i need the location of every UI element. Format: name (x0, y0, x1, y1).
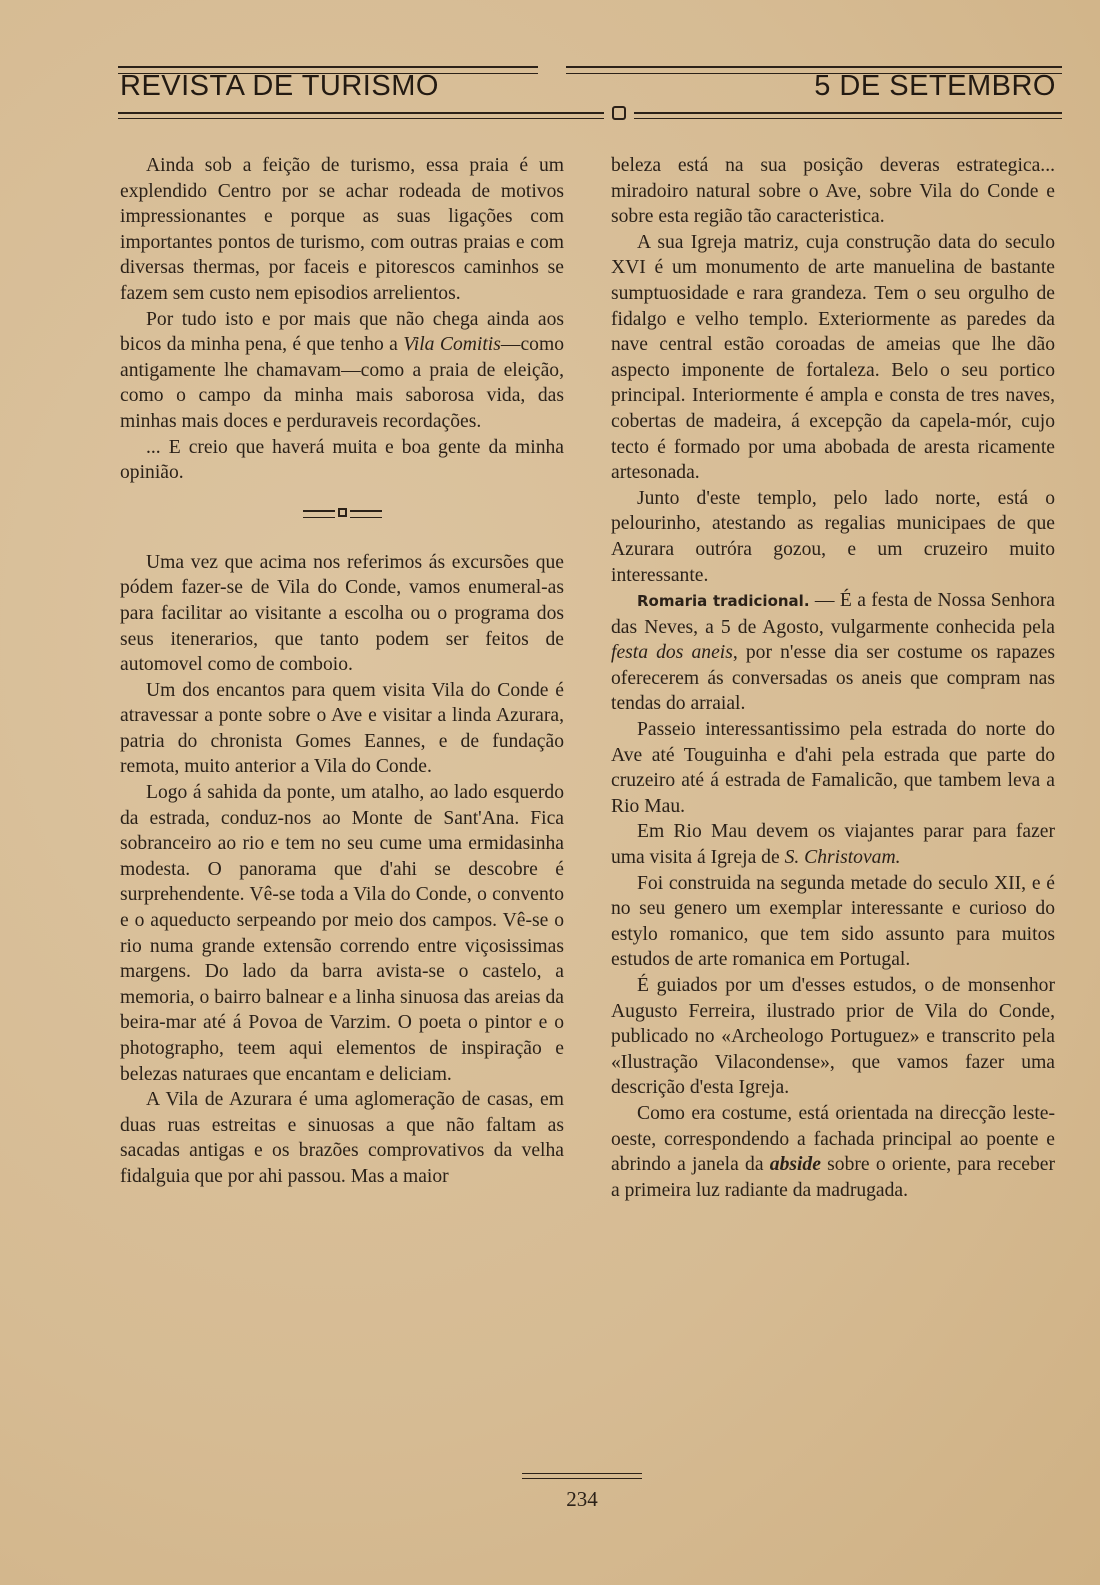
paragraph: Em Rio Mau devem os viajantes parar para fazer uma visita á Igreja de S. Christovam. (611, 821, 1055, 869)
paragraph: Como era costume, está orientada na direcção leste-oeste, correspondendo a fachada principal ao poente e abrindo a janela da abside sobre o oriente, para receber a primeira luz radiante da madrugada. (611, 1102, 1055, 1201)
paragraph: A Vila de Azurara é uma aglomeração de casas, em duas ruas estreitas e sinuosas a que não faltam as sacadas antigas e os brazões comprovativos da velha fidalguia que por ahi passou. Mas a maior (120, 1089, 564, 1187)
paragraph: Um dos encantos para quem visita Vila do Conde é atravessar a ponte sobre o Ave e visitar a linda Azurara, patria do chronista Gomes Eannes, e de fundação remota, muito anterior a Vila do Conde. (120, 679, 564, 778)
issue-date: 5 DE SETEMBRO (814, 70, 1056, 102)
ornament-square-icon (612, 106, 626, 120)
section-heading: Romaria tradicional. (637, 592, 810, 611)
paragraph: beleza está na sua posição deveras estrategica... miradoiro natural sobre o Ave, sobre Vila do Conde e sobre esta região tão caracteristica. (611, 155, 1055, 228)
paragraph: Foi construida na segunda metade do seculo XII, e é no seu genero um exemplar interessante e curioso do estylo romanico, que tem sido assunto para muitos estudos de arte romanica em Portugal. (611, 872, 1055, 971)
paragraph: A sua Igreja matriz, cuja construção data do seculo XVI é um monumento de arte manuelina de bastante sumptuosidade e rara grandeza. Tem o seu orgulho de fidalgo e velho templo. Exteriormente as paredes da nave central estão coroadas de ameias que lhe dão aspecto imponente de fortaleza. Belo o seu portico principal. Interiormente é ampla e consta de tres naves, cobertas de madeira, á excepção da capela-mór, cujo tecto é formado por uma abobada de aresta ricamente artesonada. (611, 231, 1055, 484)
italic-term: S. Christovam. (784, 847, 901, 869)
right-column (611, 153, 1055, 1203)
divider-ornament-icon (303, 508, 383, 518)
italic-term: abside (769, 1154, 821, 1176)
section-divider (120, 500, 564, 528)
paragraph: Passeio interessantissimo pela estrada do norte do Ave até Touguinha e d'ahi pela estrada que parte do cruzeiro até á estrada de Famalicão, que tambem leva a Rio Mau. (611, 719, 1055, 817)
italic-term: Vila Comitis (403, 334, 501, 356)
header-rule (118, 112, 604, 119)
paragraph: Uma vez que acima nos referimos ás excursões que pódem fazer-se de Vila do Conde, vamos enumeral-as para facilitar ao visitante a escolha ou o programa dos seus itenerarios, que tanto podem ser feitos de automovel como de comboio. (120, 551, 564, 676)
paragraph: ... E creio que haverá muita e boa gente da minha opinião. (120, 436, 564, 484)
page-header (118, 62, 1062, 132)
paragraph: Junto d'este templo, pelo lado norte, está o pelourinho, atestando as regalias municipaes de que Azurara outróra gozou, e um cruzeiro muito interessante. (611, 487, 1055, 586)
paragraph: É guiados por um d'esses estudos, o de monsenhor Augusto Ferreira, ilustrado prior de Vila do Conde, publicado no «Archeologo Portuguez» e transcrito pela «Ilustração Vilacondense», que vamos fazer uma descrição d'esta Igreja. (611, 975, 1055, 1099)
page-number: 234 (566, 1487, 598, 1511)
italic-term: festa dos aneis (611, 642, 733, 664)
footer-rule (522, 1473, 642, 1479)
paragraph: Por tudo isto e por mais que não chega ainda aos bicos da minha pena, é que tenho a Vila Comitis—como antigamente lhe chamavam—como a praia de eleição, como o campo da minha mais saborosa vida, das minhas mais doces e perduraveis recordações. (120, 308, 564, 432)
header-rule (634, 112, 1062, 119)
paragraph: Ainda sob a feição de turismo, essa praia é um explendido Centro por se achar rodeada de motivos impressionantes e porque as suas ligações com importantes pontos de turismo, com outras praias e com diversas thermas, por faceis e pitorescos caminhos se fazem sem custo nem episodios arrelientos. (120, 155, 564, 304)
paragraph: Logo á sahida da ponte, um atalho, ao lado esquerdo da estrada, conduz-nos ao Monte de Sant'Ana. Fica sobranceiro ao rio e tem no seu cume uma ermidasinha modesta. O panorama que d'ahi se descobre é surprehendente. Vê-se toda a Vila do Conde, o convento e o aqueducto serpeando por meio dos campos. Vê-se o rio numa grande extensão correndo entre viçosissimas margens. Do lado da barra avista-se o castelo, a memoria, o bairro balnear e a linha sinuosa das areias da beira-mar até á Povoa de Varzim. O poeta o pintor e o photographo, teem aqui elementos de inspiração e belezas naturaes que encantam e deliciam. (120, 782, 564, 1085)
magazine-title: REVISTA DE TURISMO (120, 70, 439, 102)
left-column (120, 153, 564, 1190)
paragraph: Romaria tradicional. — É a festa de Nossa Senhora das Neves, a 5 de Agosto, vulgarmente conhecida pela festa dos aneis, por n'esse dia ser costume os rapazes oferecerem ás conversadas os aneis que compram nas tendas do arraial. (611, 590, 1056, 715)
